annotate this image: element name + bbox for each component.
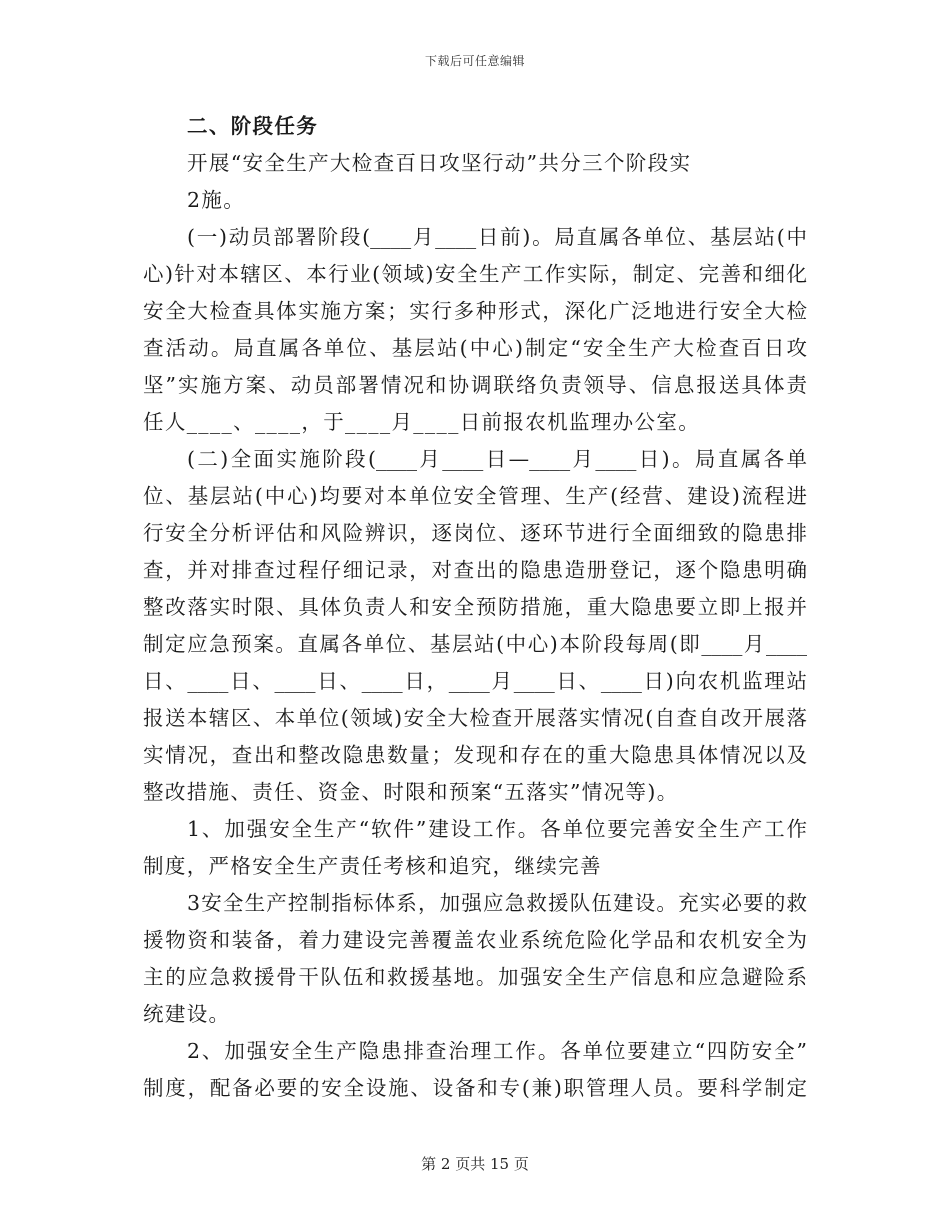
paragraph-line: (二)全面实施阶段(____月____日—____月____日)。局直属各单 [187,447,807,471]
paragraph-line: 制定应急预案。直属各单位、基层站(中心)本阶段每周(即____月____ [143,632,807,656]
paragraph-line: 2施。 [187,188,246,212]
page-footer: 第 2 页共 15 页 [421,1155,529,1173]
paragraph-line: 3安全生产控制指标体系，加强应急救援队伍建设。充实必要的救 [187,891,807,915]
page-header: 下载后可任意编辑 [424,54,525,68]
paragraph-line: 2、加强安全生产隐患排查治理工作。各单位要建立“四防安全” [187,1039,807,1063]
paragraph-line: 位、基层站(中心)均要对本单位安全管理、生产(经营、建设)流程进 [143,484,807,508]
paragraph-line: 主的应急救援骨干队伍和救援基地。加强安全生产信息和应急避险系 [143,965,807,989]
paragraph-line: (一)动员部署阶段(____月____日前)。局直属各单位、基层站(中 [187,225,807,249]
section-title: 二、阶段任务 [187,114,319,138]
paragraph-line: 制度，配备必要的安全设施、设备和专(兼)职管理人员。要科学制定 [143,1076,807,1100]
paragraph-line: 整改落实时限、具体负责人和安全预防措施，重大隐患要立即上报并 [143,595,807,619]
paragraph-line: 日、____日、____日、____日，____月____日、____日)向农机监理站 [143,669,807,693]
paragraph-line: 报送本辖区、本单位(领域)安全大检查开展落实情况(自查自改开展落 [143,706,807,730]
paragraph-line: 行安全分析评估和风险辨识，逐岗位、逐环节进行全面细致的隐患排 [143,521,807,545]
paragraph-line: 查活动。局直属各单位、基层站(中心)制定“安全生产大检查百日攻 [143,336,807,360]
paragraph-line: 坚”实施方案、动员部署情况和协调联络负责领导、信息报送具体责 [143,373,807,397]
paragraph-line: 开展“安全生产大检查百日攻坚行动”共分三个阶段实 [187,151,692,175]
paragraph-line: 查，并对排查过程仔细记录，对查出的隐患造册登记，逐个隐患明确 [143,558,807,582]
paragraph-line: 任人____、____，于____月____日前报农机监理办公室。 [143,410,701,434]
paragraph-line: 心)针对本辖区、本行业(领域)安全生产工作实际，制定、完善和细化 [143,262,807,286]
paragraph-line: 统建设。 [143,1002,231,1026]
paragraph-line: 实情况，查出和整改隐患数量；发现和存在的重大隐患具体情况以及 [143,743,807,767]
paragraph-line: 制度，严格安全生产责任考核和追究，继续完善 [143,854,602,878]
paragraph-line: 安全大检查具体实施方案；实行多种形式，深化广泛地进行安全大检 [143,299,807,323]
paragraph-line: 1、加强安全生产“软件”建设工作。各单位要完善安全生产工作 [187,817,807,841]
document-body [143,108,807,1107]
paragraph-line: 整改措施、责任、资金、时限和预案“五落实”情况等)。 [143,780,679,804]
paragraph-line: 援物资和装备，着力建设完善覆盖农业系统危险化学品和农机安全为 [143,928,807,952]
